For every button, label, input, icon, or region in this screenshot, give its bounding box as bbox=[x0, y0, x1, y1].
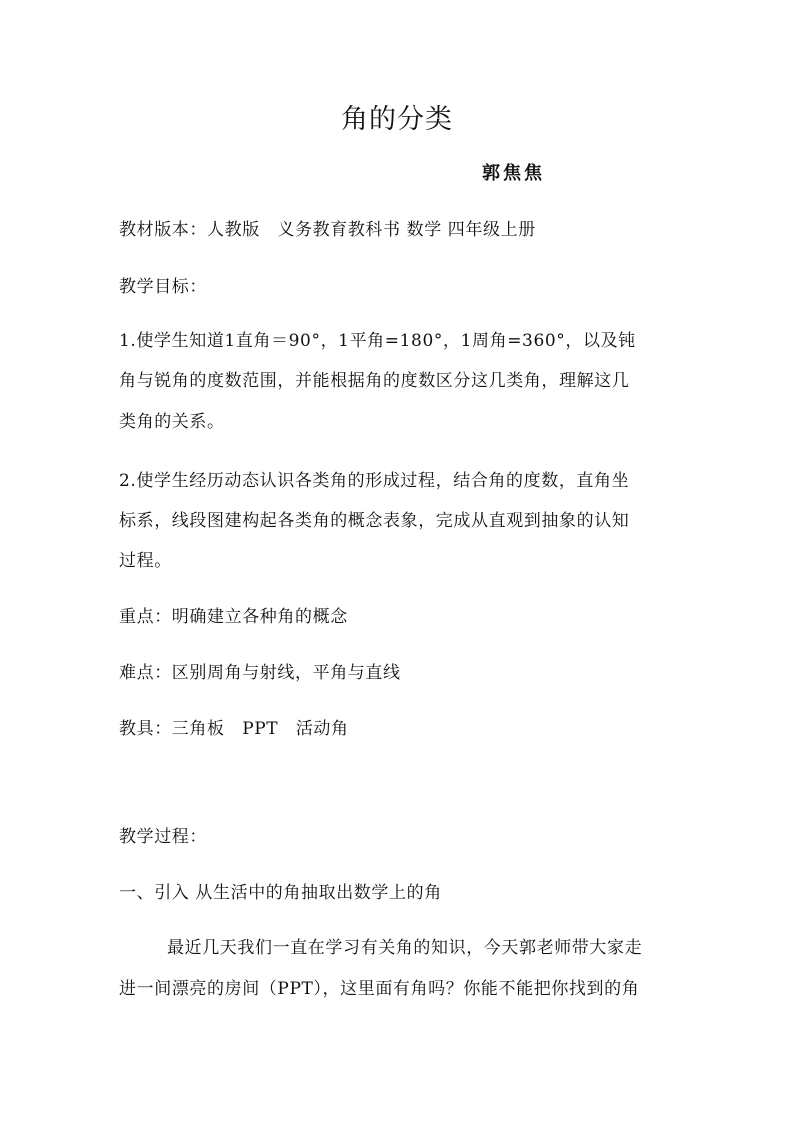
section-1-line-1: 最近几天我们一直在学习有关角的知识，今天郭老师带大家走 bbox=[167, 938, 643, 958]
teaching-tools: 教具：三角板 PPT 活动角 bbox=[119, 719, 349, 739]
goal-2-line-3: 过程。 bbox=[119, 551, 172, 571]
difficulty: 难点：区别周角与射线，平角与直线 bbox=[119, 663, 401, 683]
document-title: 角的分类 bbox=[341, 104, 453, 135]
section-1-line-2: 进一间漂亮的房间（PPT），这里面有角吗？你能不能把你找到的角 bbox=[119, 979, 640, 999]
key-point: 重点：明确建立各种角的概念 bbox=[119, 607, 348, 627]
textbook-version: 教材版本：人教版 义务教育教科书 数学 四年级上册 bbox=[119, 220, 536, 240]
section-1-heading: 一、引入 从生活中的角抽取出数学上的角 bbox=[119, 883, 442, 903]
goal-1-line-2: 角与锐角的度数范围，并能根据角的度数区分这几类角，理解这几 bbox=[119, 371, 630, 391]
goal-2-line-2: 标系，线段图建构起各类角的概念表象，完成从直观到抽象的认知 bbox=[119, 511, 630, 531]
process-heading: 教学过程： bbox=[119, 827, 207, 847]
goal-1-line-3: 类角的关系。 bbox=[119, 412, 225, 432]
goal-1-line-1: 1.使学生知道1直角＝90°，1平角=180°，1周角=360°，以及钝 bbox=[119, 331, 636, 351]
goals-heading: 教学目标： bbox=[119, 277, 207, 297]
goal-2-line-1: 2.使学生经历动态认识各类角的形成过程，结合角的度数，直角坐 bbox=[119, 471, 630, 491]
author-name: 郭焦焦 bbox=[482, 163, 545, 184]
